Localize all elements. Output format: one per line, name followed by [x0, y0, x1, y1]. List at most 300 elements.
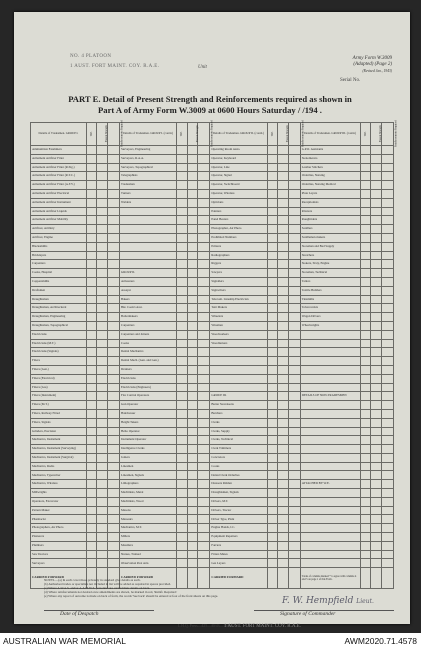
count-cell[interactable] [198, 471, 210, 480]
count-cell[interactable] [97, 233, 108, 242]
count-cell[interactable] [371, 339, 382, 348]
count-cell[interactable] [278, 480, 289, 489]
count-cell[interactable] [360, 277, 371, 286]
count-cell[interactable] [97, 524, 108, 533]
count-cell[interactable] [278, 550, 289, 559]
count-cell[interactable] [198, 251, 210, 260]
count-cell[interactable] [267, 348, 278, 357]
count-cell[interactable] [86, 524, 97, 533]
count-cell[interactable] [97, 365, 108, 374]
count-cell[interactable] [267, 330, 278, 339]
count-cell[interactable] [360, 304, 371, 313]
count-cell[interactable] [371, 383, 382, 392]
count-cell[interactable] [381, 189, 393, 198]
count-cell[interactable] [371, 533, 382, 542]
count-cell[interactable] [267, 146, 278, 155]
count-cell[interactable] [177, 181, 188, 190]
count-cell[interactable] [278, 321, 289, 330]
count-cell[interactable] [360, 506, 371, 515]
count-cell[interactable] [267, 453, 278, 462]
count-cell[interactable] [371, 515, 382, 524]
count-cell[interactable] [108, 471, 120, 480]
count-cell[interactable] [198, 269, 210, 278]
count-cell[interactable] [371, 251, 382, 260]
count-cell[interactable] [187, 541, 198, 550]
count-cell[interactable] [198, 427, 210, 436]
count-cell[interactable] [198, 146, 210, 155]
count-cell[interactable] [278, 348, 289, 357]
count-cell[interactable] [187, 445, 198, 454]
count-cell[interactable] [381, 172, 393, 181]
count-cell[interactable] [108, 295, 120, 304]
count-cell[interactable] [288, 383, 300, 392]
count-cell[interactable] [97, 154, 108, 163]
count-cell[interactable] [360, 260, 371, 269]
count-cell[interactable] [97, 146, 108, 155]
count-cell[interactable] [108, 251, 120, 260]
count-cell[interactable] [177, 146, 188, 155]
count-cell[interactable] [267, 304, 278, 313]
count-cell[interactable] [288, 409, 300, 418]
count-cell[interactable] [97, 242, 108, 251]
count-cell[interactable] [108, 506, 120, 515]
count-cell[interactable] [198, 497, 210, 506]
count-cell[interactable] [177, 480, 188, 489]
count-cell[interactable] [278, 418, 289, 427]
count-cell[interactable] [198, 225, 210, 234]
count-cell[interactable] [97, 207, 108, 216]
count-cell[interactable] [177, 357, 188, 366]
count-cell[interactable] [381, 242, 393, 251]
count-cell[interactable] [97, 181, 108, 190]
count-cell[interactable] [108, 559, 120, 568]
count-cell[interactable] [86, 497, 97, 506]
count-cell[interactable] [288, 339, 300, 348]
count-cell[interactable] [177, 216, 188, 225]
count-cell[interactable] [177, 251, 188, 260]
count-cell[interactable] [278, 497, 289, 506]
count-cell[interactable] [288, 524, 300, 533]
count-cell[interactable] [86, 181, 97, 190]
count-cell[interactable] [97, 383, 108, 392]
count-cell[interactable] [108, 524, 120, 533]
count-cell[interactable] [288, 207, 300, 216]
count-cell[interactable] [198, 383, 210, 392]
count-cell[interactable] [267, 524, 278, 533]
count-cell[interactable] [198, 453, 210, 462]
count-cell[interactable] [278, 295, 289, 304]
count-cell[interactable] [177, 286, 188, 295]
count-cell[interactable] [177, 374, 188, 383]
count-cell[interactable] [267, 480, 278, 489]
count-cell[interactable] [381, 269, 393, 278]
count-cell[interactable] [97, 313, 108, 322]
count-cell[interactable] [278, 225, 289, 234]
count-cell[interactable] [360, 524, 371, 533]
count-cell[interactable] [108, 418, 120, 427]
count-cell[interactable] [86, 348, 97, 357]
count-cell[interactable] [187, 260, 198, 269]
count-cell[interactable] [381, 330, 393, 339]
count-cell[interactable] [360, 383, 371, 392]
count-cell[interactable] [198, 181, 210, 190]
count-cell[interactable] [288, 198, 300, 207]
count-cell[interactable] [187, 365, 198, 374]
count-cell[interactable] [267, 489, 278, 498]
count-cell[interactable] [187, 559, 198, 568]
count-cell[interactable] [198, 233, 210, 242]
count-cell[interactable] [187, 383, 198, 392]
count-cell[interactable] [288, 533, 300, 542]
count-cell[interactable] [278, 286, 289, 295]
count-cell[interactable] [108, 489, 120, 498]
count-cell[interactable] [187, 286, 198, 295]
count-cell[interactable] [177, 550, 188, 559]
count-cell[interactable] [108, 453, 120, 462]
count-cell[interactable] [198, 515, 210, 524]
count-cell[interactable] [198, 401, 210, 410]
count-cell[interactable] [198, 313, 210, 322]
count-cell[interactable] [108, 207, 120, 216]
count-cell[interactable] [97, 251, 108, 260]
count-cell[interactable] [187, 251, 198, 260]
count-cell[interactable] [381, 515, 393, 524]
count-cell[interactable] [187, 506, 198, 515]
count-cell[interactable] [278, 445, 289, 454]
count-cell[interactable] [97, 216, 108, 225]
count-cell[interactable] [278, 365, 289, 374]
count-cell[interactable] [97, 471, 108, 480]
count-cell[interactable] [97, 374, 108, 383]
count-cell[interactable] [187, 418, 198, 427]
count-cell[interactable] [97, 339, 108, 348]
count-cell[interactable] [360, 418, 371, 427]
count-cell[interactable] [267, 313, 278, 322]
count-cell[interactable] [177, 445, 188, 454]
count-cell[interactable] [177, 453, 188, 462]
count-cell[interactable] [288, 357, 300, 366]
count-cell[interactable] [198, 163, 210, 172]
count-cell[interactable] [371, 436, 382, 445]
count-cell[interactable] [288, 436, 300, 445]
count-cell[interactable] [360, 427, 371, 436]
count-cell[interactable] [267, 401, 278, 410]
count-cell[interactable] [360, 330, 371, 339]
count-cell[interactable] [267, 286, 278, 295]
count-cell[interactable] [97, 497, 108, 506]
count-cell[interactable] [371, 198, 382, 207]
count-cell[interactable] [187, 489, 198, 498]
count-cell[interactable] [278, 277, 289, 286]
count-cell[interactable] [288, 462, 300, 471]
count-cell[interactable] [86, 409, 97, 418]
count-cell[interactable] [177, 242, 188, 251]
count-cell[interactable] [288, 559, 300, 568]
count-cell[interactable] [187, 339, 198, 348]
count-cell[interactable] [97, 392, 108, 401]
count-cell[interactable] [187, 233, 198, 242]
count-cell[interactable] [360, 462, 371, 471]
count-cell[interactable] [371, 348, 382, 357]
count-cell[interactable] [198, 339, 210, 348]
count-cell[interactable] [177, 330, 188, 339]
count-cell[interactable] [278, 559, 289, 568]
count-cell[interactable] [371, 550, 382, 559]
count-cell[interactable] [198, 524, 210, 533]
count-cell[interactable] [108, 497, 120, 506]
count-cell[interactable] [267, 181, 278, 190]
count-cell[interactable] [360, 172, 371, 181]
count-cell[interactable] [278, 409, 289, 418]
count-cell[interactable] [278, 506, 289, 515]
count-cell[interactable] [371, 269, 382, 278]
count-cell[interactable] [177, 172, 188, 181]
count-cell[interactable] [187, 242, 198, 251]
count-cell[interactable] [97, 304, 108, 313]
count-cell[interactable] [177, 163, 188, 172]
count-cell[interactable] [97, 515, 108, 524]
count-cell[interactable] [86, 445, 97, 454]
count-cell[interactable] [288, 497, 300, 506]
count-cell[interactable] [187, 524, 198, 533]
count-cell[interactable] [360, 295, 371, 304]
count-cell[interactable] [198, 242, 210, 251]
count-cell[interactable] [267, 436, 278, 445]
count-cell[interactable] [187, 304, 198, 313]
count-cell[interactable] [371, 172, 382, 181]
count-cell[interactable] [267, 172, 278, 181]
count-cell[interactable] [198, 374, 210, 383]
count-cell[interactable] [381, 392, 393, 401]
count-cell[interactable] [86, 550, 97, 559]
count-cell[interactable] [86, 286, 97, 295]
count-cell[interactable] [360, 453, 371, 462]
count-cell[interactable] [198, 489, 210, 498]
count-cell[interactable] [381, 339, 393, 348]
count-cell[interactable] [371, 506, 382, 515]
count-cell[interactable] [267, 471, 278, 480]
count-cell[interactable] [187, 409, 198, 418]
count-cell[interactable] [278, 330, 289, 339]
count-cell[interactable] [108, 436, 120, 445]
count-cell[interactable] [381, 146, 393, 155]
count-cell[interactable] [177, 198, 188, 207]
count-cell[interactable] [86, 313, 97, 322]
count-cell[interactable] [177, 471, 188, 480]
count-cell[interactable] [288, 392, 300, 401]
count-cell[interactable] [360, 365, 371, 374]
count-cell[interactable] [267, 189, 278, 198]
count-cell[interactable] [108, 163, 120, 172]
count-cell[interactable] [177, 313, 188, 322]
count-cell[interactable] [177, 154, 188, 163]
count-cell[interactable] [288, 365, 300, 374]
count-cell[interactable] [278, 471, 289, 480]
count-cell[interactable] [371, 559, 382, 568]
count-cell[interactable] [267, 374, 278, 383]
count-cell[interactable] [86, 225, 97, 234]
count-cell[interactable] [86, 462, 97, 471]
count-cell[interactable] [360, 401, 371, 410]
count-cell[interactable] [267, 533, 278, 542]
count-cell[interactable] [177, 365, 188, 374]
count-cell[interactable] [360, 357, 371, 366]
count-cell[interactable] [187, 401, 198, 410]
count-cell[interactable] [187, 462, 198, 471]
count-cell[interactable] [360, 559, 371, 568]
count-cell[interactable] [371, 277, 382, 286]
count-cell[interactable] [177, 559, 188, 568]
count-cell[interactable] [267, 445, 278, 454]
count-cell[interactable] [278, 374, 289, 383]
count-cell[interactable] [267, 383, 278, 392]
count-cell[interactable] [381, 277, 393, 286]
count-cell[interactable] [187, 374, 198, 383]
count-cell[interactable] [381, 471, 393, 480]
count-cell[interactable] [267, 497, 278, 506]
count-cell[interactable] [198, 260, 210, 269]
count-cell[interactable] [278, 304, 289, 313]
count-cell[interactable] [371, 445, 382, 454]
count-cell[interactable] [187, 497, 198, 506]
count-cell[interactable] [108, 348, 120, 357]
count-cell[interactable] [86, 506, 97, 515]
count-cell[interactable] [288, 269, 300, 278]
count-cell[interactable] [267, 462, 278, 471]
count-cell[interactable] [108, 445, 120, 454]
count-cell[interactable] [371, 313, 382, 322]
count-cell[interactable] [288, 295, 300, 304]
count-cell[interactable] [288, 251, 300, 260]
count-cell[interactable] [108, 383, 120, 392]
count-cell[interactable] [108, 533, 120, 542]
count-cell[interactable] [267, 251, 278, 260]
count-cell[interactable] [108, 313, 120, 322]
count-cell[interactable] [187, 392, 198, 401]
count-cell[interactable] [371, 260, 382, 269]
count-cell[interactable] [198, 409, 210, 418]
count-cell[interactable] [86, 207, 97, 216]
count-cell[interactable] [97, 260, 108, 269]
count-cell[interactable] [288, 471, 300, 480]
count-cell[interactable] [187, 348, 198, 357]
count-cell[interactable] [187, 550, 198, 559]
count-cell[interactable] [187, 207, 198, 216]
count-cell[interactable] [381, 418, 393, 427]
count-cell[interactable] [198, 365, 210, 374]
count-cell[interactable] [381, 506, 393, 515]
count-cell[interactable] [371, 409, 382, 418]
count-cell[interactable] [381, 295, 393, 304]
count-cell[interactable] [381, 260, 393, 269]
count-cell[interactable] [97, 427, 108, 436]
count-cell[interactable] [97, 277, 108, 286]
count-cell[interactable] [187, 453, 198, 462]
count-cell[interactable] [198, 295, 210, 304]
count-cell[interactable] [381, 480, 393, 489]
count-cell[interactable] [381, 497, 393, 506]
count-cell[interactable] [187, 313, 198, 322]
count-cell[interactable] [177, 541, 188, 550]
count-cell[interactable] [278, 181, 289, 190]
count-cell[interactable] [278, 189, 289, 198]
count-cell[interactable] [278, 541, 289, 550]
count-cell[interactable] [86, 295, 97, 304]
count-cell[interactable] [267, 550, 278, 559]
count-cell[interactable] [108, 225, 120, 234]
count-cell[interactable] [267, 225, 278, 234]
count-cell[interactable] [381, 198, 393, 207]
count-cell[interactable] [177, 295, 188, 304]
count-cell[interactable] [360, 339, 371, 348]
count-cell[interactable] [187, 427, 198, 436]
count-cell[interactable] [177, 524, 188, 533]
count-cell[interactable] [187, 225, 198, 234]
count-cell[interactable] [371, 541, 382, 550]
count-cell[interactable] [278, 172, 289, 181]
count-cell[interactable] [288, 313, 300, 322]
count-cell[interactable] [381, 304, 393, 313]
count-cell[interactable] [198, 321, 210, 330]
count-cell[interactable] [371, 401, 382, 410]
count-cell[interactable] [97, 559, 108, 568]
count-cell[interactable] [360, 189, 371, 198]
count-cell[interactable] [381, 251, 393, 260]
count-cell[interactable] [288, 515, 300, 524]
count-cell[interactable] [381, 401, 393, 410]
count-cell[interactable] [198, 207, 210, 216]
count-cell[interactable] [187, 471, 198, 480]
count-cell[interactable] [177, 533, 188, 542]
count-cell[interactable] [97, 172, 108, 181]
count-cell[interactable] [97, 541, 108, 550]
count-cell[interactable] [86, 427, 97, 436]
count-cell[interactable] [371, 154, 382, 163]
count-cell[interactable] [97, 269, 108, 278]
count-cell[interactable] [371, 242, 382, 251]
count-cell[interactable] [381, 357, 393, 366]
count-cell[interactable] [198, 541, 210, 550]
count-cell[interactable] [187, 198, 198, 207]
count-cell[interactable] [108, 409, 120, 418]
count-cell[interactable] [381, 453, 393, 462]
count-cell[interactable] [97, 330, 108, 339]
count-cell[interactable] [108, 277, 120, 286]
count-cell[interactable] [371, 286, 382, 295]
count-cell[interactable] [177, 392, 188, 401]
count-cell[interactable] [360, 313, 371, 322]
count-cell[interactable] [267, 541, 278, 550]
count-cell[interactable] [86, 198, 97, 207]
count-cell[interactable] [278, 401, 289, 410]
count-cell[interactable] [108, 189, 120, 198]
count-cell[interactable] [187, 172, 198, 181]
count-cell[interactable] [278, 339, 289, 348]
count-cell[interactable] [360, 198, 371, 207]
count-cell[interactable] [86, 304, 97, 313]
count-cell[interactable] [381, 409, 393, 418]
count-cell[interactable] [97, 489, 108, 498]
count-cell[interactable] [97, 550, 108, 559]
count-cell[interactable] [108, 550, 120, 559]
count-cell[interactable] [278, 251, 289, 260]
count-cell[interactable] [381, 216, 393, 225]
count-cell[interactable] [198, 286, 210, 295]
count-cell[interactable] [198, 216, 210, 225]
count-cell[interactable] [288, 480, 300, 489]
count-cell[interactable] [198, 277, 210, 286]
count-cell[interactable] [371, 304, 382, 313]
